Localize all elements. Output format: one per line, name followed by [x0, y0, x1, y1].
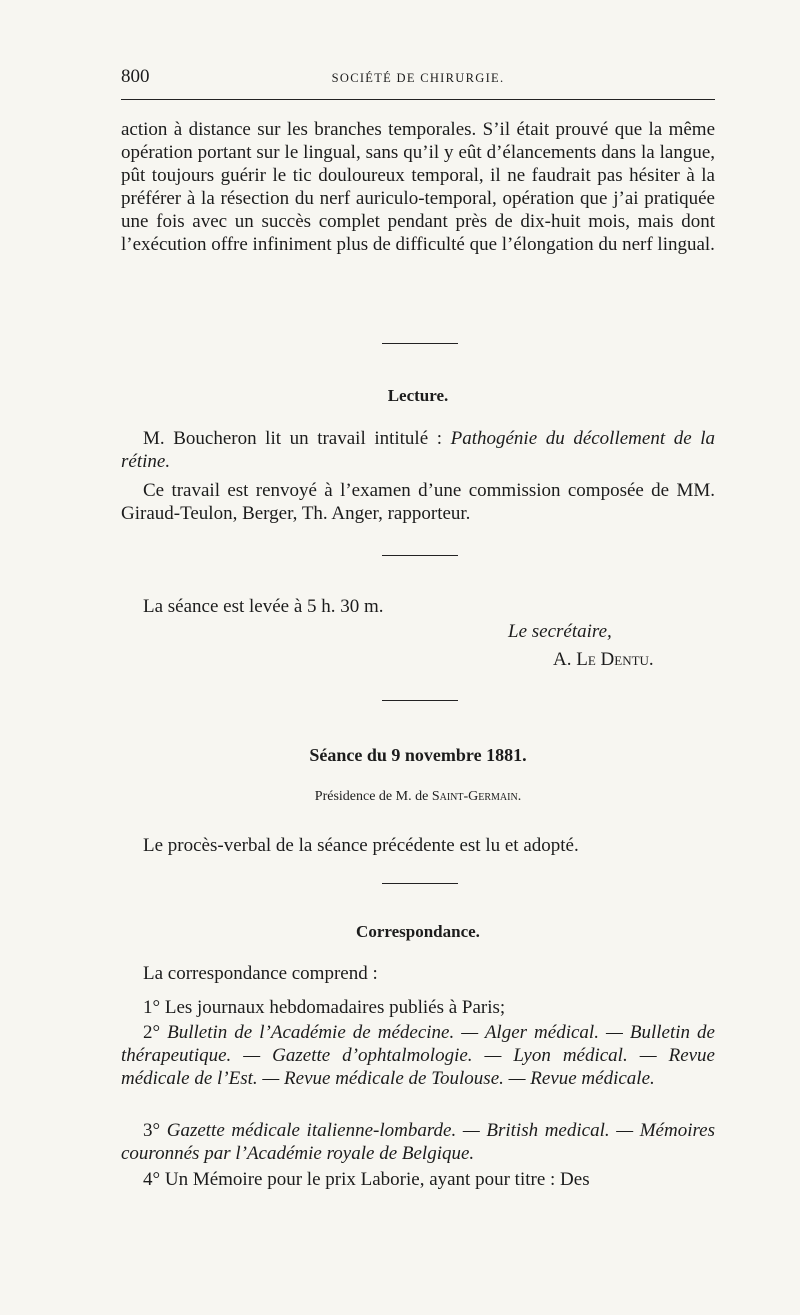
- list-item-3-titles: Gazette médicale italienne-lombarde. — British medical. — Mémoires couronnés par l’Académie royale de Belgique.: [121, 1120, 715, 1165]
- separator-rule: [382, 883, 458, 884]
- list-item-4: 4° Un Mémoire pour le prix Laborie, ayant pour titre : Des: [143, 1169, 590, 1190]
- list-item-2-number: 2°: [143, 1022, 168, 1043]
- running-title: SOCIÉTÉ DE CHIRURGIE.: [331, 71, 505, 85]
- presidence-line: [121, 789, 715, 805]
- header-rule: [121, 99, 715, 100]
- lecture-paragraph: [121, 427, 715, 473]
- list-item-1: 1° Les journaux hebdomadaires publiés à Paris;: [143, 997, 506, 1018]
- referral-paragraph: Ce travail est renvoyé à l’examen d’une commission composée de MM. Giraud-Teulon, Berger, Th. Anger, rapporteur.: [121, 480, 715, 525]
- list-item-3-number: 3°: [143, 1120, 167, 1141]
- list-item-3: [121, 1119, 715, 1165]
- correspondance-intro: La correspondance comprend :: [143, 963, 378, 984]
- proces-verbal-line: Le procès-verbal de la séance précédente est lu et adopté.: [143, 835, 579, 856]
- secretary-name: Le Dentu.: [576, 649, 654, 670]
- page-header: [121, 66, 715, 90]
- page-number: 800: [121, 66, 150, 87]
- list-item-2: [121, 1021, 715, 1090]
- seance-title: Séance du 9 novembre 1881.: [309, 745, 527, 765]
- presidence-prefix: Présidence de M. de: [314, 789, 432, 804]
- closing-line: La séance est levée à 5 h. 30 m.: [143, 596, 384, 617]
- separator-rule: [382, 700, 458, 701]
- work-title: Pathogénie du décollement de la rétine.: [121, 428, 715, 473]
- secretary-signature: [553, 649, 654, 671]
- section-title-lecture: Lecture.: [387, 386, 449, 405]
- lecture-line: M. Boucheron lit un travail intitulé :: [143, 428, 451, 449]
- secretary-initial: A.: [553, 649, 577, 670]
- list-item-2-titles: Bulletin de l’Académie de médecine. — Alger médical. — Bulletin de thérapeutique. — Gazette d’ophtalmologie. — Lyon médical. — Revue médicale de l’Est. — Revue médicale de Toulouse. — Revue médicale.: [121, 1022, 715, 1090]
- president-name: Saint-Germain.: [431, 789, 522, 804]
- paragraph-continuation: action à distance sur les branches temporales. S’il était prouvé que la même opération portant sur le lingual, sans qu’il y eût d’élancements dans la langue, pût toujours guérir le tic douloureux temporal, il ne faudrait pas hésiter à la préférer à la résection du nerf auriculo-temporal, opération que j’ai pratiquée une fois avec un succès complet pendant près de dix-huit mois, mais dont l’exécution offre infiniment plus de difficulté que l’élongation du nerf lingual.: [121, 119, 715, 256]
- section-title-correspondance: Correspondance.: [356, 922, 480, 941]
- separator-rule: [382, 343, 458, 344]
- separator-rule: [382, 555, 458, 556]
- secretary-label: Le secrétaire,: [508, 621, 612, 642]
